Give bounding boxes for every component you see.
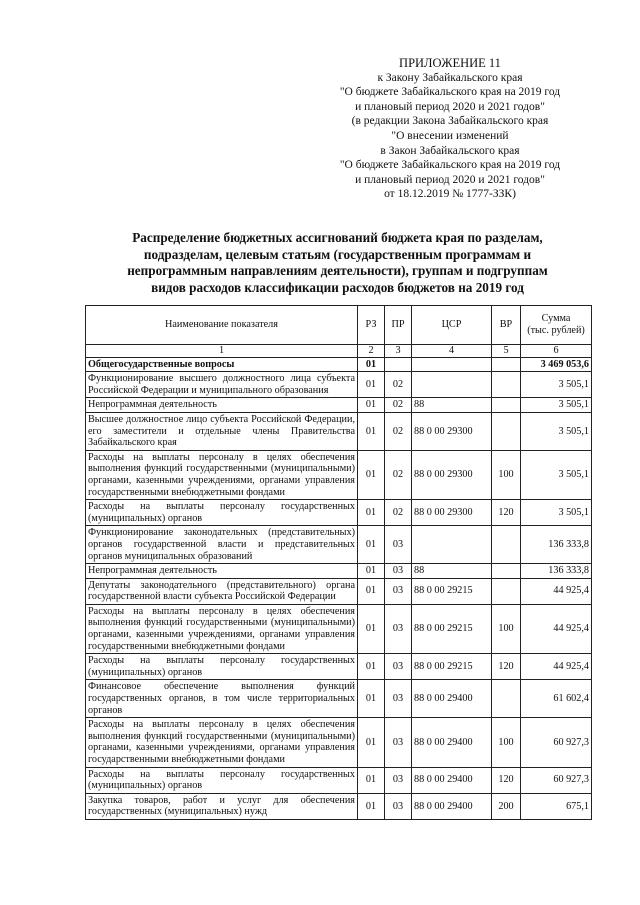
cell-vr	[492, 372, 521, 398]
column-number: 6	[521, 345, 592, 358]
cell-rz: 01	[358, 793, 385, 819]
cell-sum: 136 333,8	[521, 526, 592, 564]
cell-name: Расходы на выплаты персоналу в целях обеспечения выполнения функций государственными (муниципальными) органами, казенными учреждениями, органами управления государственными внебюджетными фондами	[86, 450, 358, 499]
cell-pr: 03	[385, 526, 412, 564]
annex-line: "О бюджете Забайкальского края на 2019 год	[339, 86, 561, 99]
header-sum-line2: (тыс. рублей)	[527, 325, 585, 336]
cell-sum: 3 505,1	[521, 500, 592, 526]
cell-sum: 60 927,3	[521, 718, 592, 767]
cell-pr: 03	[385, 793, 412, 819]
cell-pr: 02	[385, 398, 412, 413]
cell-name: Общегосударственные вопросы	[86, 357, 358, 372]
cell-csr: 88 0 00 29400	[412, 793, 492, 819]
cell-rz: 01	[358, 718, 385, 767]
cell-name: Непрограммная деятельность	[86, 564, 358, 579]
cell-rz: 01	[358, 578, 385, 604]
cell-csr: 88 0 00 29400	[412, 680, 492, 718]
budget-table	[85, 305, 592, 820]
cell-vr: 100	[492, 718, 521, 767]
cell-name: Функционирование законодательных (представительных) органов государственной власти и представительных органов муниципальных образований	[86, 526, 358, 564]
annex-line: "О внесении изменений	[391, 129, 509, 142]
cell-csr: 88 0 00 29215	[412, 654, 492, 680]
cell-pr: 02	[385, 500, 412, 526]
title-line: подразделам, целевым статьям (государственным программам и	[143, 246, 532, 262]
cell-sum: 61 602,4	[521, 680, 592, 718]
cell-vr: 120	[492, 654, 521, 680]
column-number: 4	[412, 345, 492, 358]
cell-pr: 02	[385, 450, 412, 499]
cell-csr	[412, 372, 492, 398]
cell-pr: 03	[385, 767, 412, 793]
column-number: 2	[358, 345, 385, 358]
cell-name: Непрограммная деятельность	[86, 398, 358, 413]
header-csr: ЦСР	[412, 306, 492, 345]
annex-line: и плановый период 2020 и 2021 годов"	[355, 173, 545, 186]
cell-vr: 120	[492, 767, 521, 793]
annex-line: (в редакции Закона Забайкальского края	[351, 115, 549, 128]
annex-line: в Закон Забайкальского края	[380, 144, 520, 157]
cell-rz: 01	[358, 398, 385, 413]
title-line: видов расходов классификации расходов бюджетов на 2019 год	[151, 279, 524, 295]
cell-name: Расходы на выплаты персоналу государственных (муниципальных) органов	[86, 500, 358, 526]
annex-line: к Закону Забайкальского края	[377, 71, 523, 84]
cell-pr: 02	[385, 412, 412, 450]
table-row	[86, 372, 592, 398]
table-row	[86, 526, 592, 564]
column-number: 3	[385, 345, 412, 358]
cell-pr: 03	[385, 578, 412, 604]
cell-vr: 200	[492, 793, 521, 819]
cell-vr: 100	[492, 450, 521, 499]
cell-name: Функционирование высшего должностного лица субъекта Российской Федерации и муниципального образования	[86, 372, 358, 398]
column-number: 1	[86, 345, 358, 358]
cell-sum: 675,1	[521, 793, 592, 819]
column-number-row	[86, 345, 592, 358]
table-row	[86, 450, 592, 499]
cell-name: Расходы на выплаты персоналу в целях обеспечения выполнения функций государственными (муниципальными) органами, казенными учреждениями, органами управления государственными внебюджетными фондами	[86, 604, 358, 653]
header-sum-line1: Сумма	[541, 313, 571, 325]
cell-name: Депутаты законодательного (представительного) органа государственной власти субъекта Российской Федерации	[86, 578, 358, 604]
cell-csr	[412, 526, 492, 564]
cell-rz: 01	[358, 450, 385, 499]
table-row	[86, 412, 592, 450]
cell-csr: 88	[412, 398, 492, 413]
cell-csr: 88 0 00 29215	[412, 604, 492, 653]
table-row	[86, 500, 592, 526]
cell-csr: 88 0 00 29300	[412, 500, 492, 526]
cell-pr: 03	[385, 718, 412, 767]
annex-line: ПРИЛОЖЕНИЕ 11	[399, 56, 501, 70]
cell-sum: 3 469 053,6	[521, 357, 592, 372]
table-row	[86, 793, 592, 819]
cell-name: Закупка товаров, работ и услуг для обеспечения государственных (муниципальных) нужд	[86, 793, 358, 819]
cell-csr: 88 0 00 29400	[412, 767, 492, 793]
cell-rz: 01	[358, 654, 385, 680]
table-body	[86, 357, 592, 819]
cell-pr: 03	[385, 654, 412, 680]
annex-line: "О бюджете Забайкальского края на 2019 год	[339, 159, 561, 172]
cell-sum: 3 505,1	[521, 450, 592, 499]
cell-rz: 01	[358, 357, 385, 372]
annex-line: от 18.12.2019 № 1777-ЗЗК)	[384, 188, 516, 201]
cell-vr	[492, 578, 521, 604]
table-row	[86, 578, 592, 604]
table-row	[86, 357, 592, 372]
title-line: Распределение бюджетных ассигнований бюджета края по разделам,	[132, 230, 543, 245]
cell-vr	[492, 680, 521, 718]
cell-sum: 44 925,4	[521, 578, 592, 604]
cell-pr: 03	[385, 564, 412, 579]
cell-rz: 01	[358, 604, 385, 653]
cell-sum: 3 505,1	[521, 372, 592, 398]
header-name: Наименование показателя	[86, 306, 358, 345]
document-title	[90, 230, 585, 296]
annex-header	[300, 56, 600, 202]
cell-csr: 88 0 00 29400	[412, 718, 492, 767]
cell-vr: 120	[492, 500, 521, 526]
cell-vr	[492, 564, 521, 579]
cell-sum: 44 925,4	[521, 604, 592, 653]
header-sum	[521, 306, 592, 345]
table-row	[86, 654, 592, 680]
cell-name: Расходы на выплаты персоналу государственных (муниципальных) органов	[86, 654, 358, 680]
cell-rz: 01	[358, 564, 385, 579]
cell-name: Финансовое обеспечение выполнения функций государственных органов, в том числе территориальных органов	[86, 680, 358, 718]
table-row	[86, 398, 592, 413]
cell-sum: 136 333,8	[521, 564, 592, 579]
header-pr: ПР	[385, 306, 412, 345]
cell-rz: 01	[358, 372, 385, 398]
cell-vr	[492, 357, 521, 372]
cell-rz: 01	[358, 500, 385, 526]
header-vr: ВР	[492, 306, 521, 345]
header-rz: РЗ	[358, 306, 385, 345]
cell-csr: 88 0 00 29300	[412, 412, 492, 450]
cell-rz: 01	[358, 767, 385, 793]
annex-line: и плановый период 2020 и 2021 годов"	[355, 100, 545, 113]
cell-csr: 88 0 00 29215	[412, 578, 492, 604]
table-row	[86, 604, 592, 653]
cell-sum: 3 505,1	[521, 398, 592, 413]
table-row	[86, 564, 592, 579]
column-number: 5	[492, 345, 521, 358]
cell-name: Расходы на выплаты персоналу государственных (муниципальных) органов	[86, 767, 358, 793]
table-header-row	[86, 306, 592, 345]
table-row	[86, 767, 592, 793]
cell-csr: 88 0 00 29300	[412, 450, 492, 499]
cell-pr: 03	[385, 680, 412, 718]
cell-pr: 02	[385, 372, 412, 398]
cell-rz: 01	[358, 412, 385, 450]
cell-csr	[412, 357, 492, 372]
cell-rz: 01	[358, 680, 385, 718]
table-row	[86, 718, 592, 767]
cell-sum: 3 505,1	[521, 412, 592, 450]
cell-vr: 100	[492, 604, 521, 653]
cell-pr	[385, 357, 412, 372]
cell-sum: 44 925,4	[521, 654, 592, 680]
table-row	[86, 680, 592, 718]
cell-pr: 03	[385, 604, 412, 653]
cell-sum: 60 927,3	[521, 767, 592, 793]
cell-name: Расходы на выплаты персоналу в целях обеспечения выполнения функций государственными (муниципальными) органами, казенными учреждениями, органами управления государственными внебюджетными фондами	[86, 718, 358, 767]
cell-vr	[492, 526, 521, 564]
cell-rz: 01	[358, 526, 385, 564]
cell-vr	[492, 398, 521, 413]
cell-csr: 88	[412, 564, 492, 579]
cell-name: Высшее должностное лицо субъекта Российской Федерации, его заместители и отдельные члены Правительства Забайкальского края	[86, 412, 358, 450]
title-line: непрограммным направлениям деятельности), группам и подгруппам	[127, 263, 548, 279]
cell-vr	[492, 412, 521, 450]
